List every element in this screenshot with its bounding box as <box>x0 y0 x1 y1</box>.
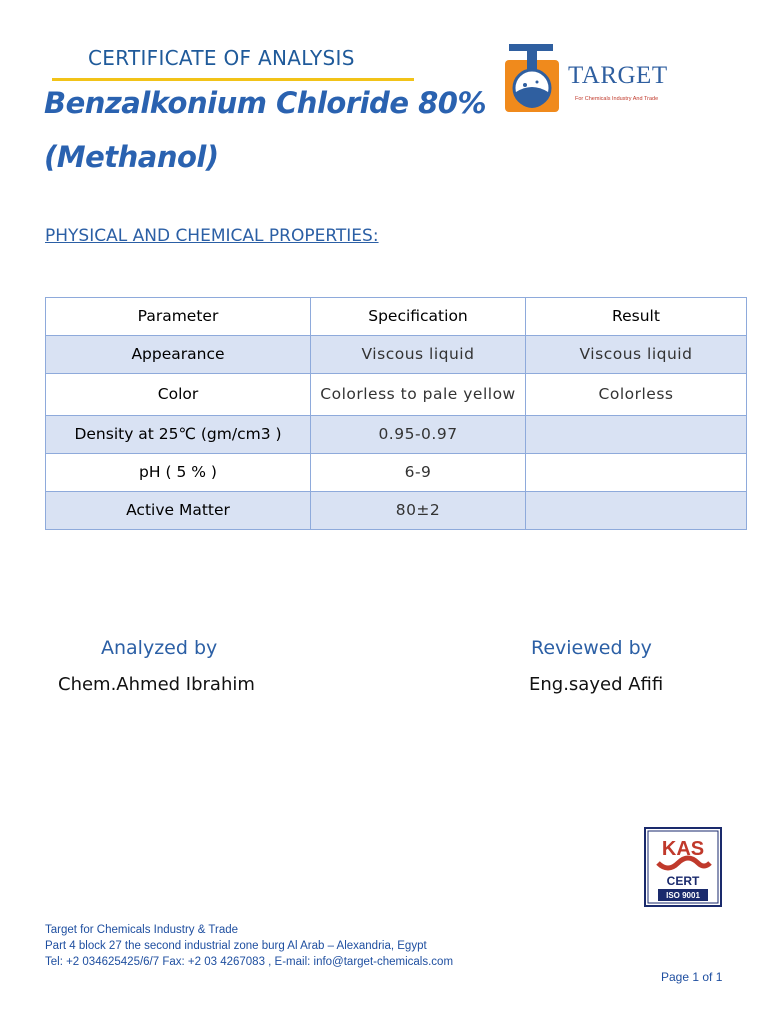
title-underline <box>52 78 414 81</box>
header-parameter: Parameter <box>46 298 311 336</box>
parameter-cell: Density at 25℃ (gm/cm3 ) <box>46 416 311 454</box>
header-result: Result <box>526 298 747 336</box>
footer <box>45 922 453 970</box>
product-name: Benzalkonium Chloride 80% <box>44 86 486 120</box>
result-cell <box>526 454 747 492</box>
specification-cell: 80±2 <box>311 492 526 530</box>
table-row <box>46 416 747 454</box>
analyzed-by-label: Analyzed by <box>101 637 218 659</box>
footer-contact: Tel: +2 034625425/6/7 Fax: +2 03 4267083 , E-mail: info@target-chemicals.com <box>45 956 454 968</box>
specification-cell: Colorless to pale yellow <box>311 374 526 416</box>
product-solvent: (Methanol) <box>44 140 219 174</box>
properties-table <box>45 297 747 530</box>
footer-address: Part 4 block 27 the second industrial zone burg Al Arab – Alexandria, Egypt <box>45 940 427 952</box>
header-specification: Specification <box>311 298 526 336</box>
table-row <box>46 374 747 416</box>
analyst-name: Chem.Ahmed Ibrahim <box>58 674 255 695</box>
parameter-cell: pH ( 5 % ) <box>46 454 311 492</box>
badge-iso-text: ISO 9001 <box>666 891 700 900</box>
specification-cell: Viscous liquid <box>311 336 526 374</box>
result-cell: Viscous liquid <box>526 336 747 374</box>
reviewed-by-label: Reviewed by <box>531 637 652 659</box>
logo-name: TARGET <box>568 62 668 89</box>
table-header-row <box>46 298 747 336</box>
specification-cell: 6-9 <box>311 454 526 492</box>
table-row <box>46 336 747 374</box>
specification-cell: 0.95-0.97 <box>311 416 526 454</box>
section-title: PHYSICAL AND CHEMICAL PROPERTIES: <box>45 226 379 246</box>
footer-company: Target for Chemicals Industry & Trade <box>45 924 239 936</box>
table-row <box>46 454 747 492</box>
result-cell <box>526 492 747 530</box>
result-cell <box>526 416 747 454</box>
result-cell: Colorless <box>526 374 747 416</box>
flask-t-icon <box>503 42 563 114</box>
logo-tagline: For Chemicals Industry And Trade <box>575 96 659 102</box>
kas-cert-iso-badge <box>644 827 722 907</box>
reviewer-name: Eng.sayed Afifi <box>529 674 664 695</box>
parameter-cell: Color <box>46 374 311 416</box>
badge-cert-text: CERT <box>666 874 700 888</box>
parameter-cell: Appearance <box>46 336 311 374</box>
parameter-cell: Active Matter <box>46 492 311 530</box>
page-number: Page 1 of 1 <box>661 970 723 984</box>
document-title: CERTIFICATE OF ANALYSIS <box>88 46 355 70</box>
badge-kas-text: KAS <box>661 838 705 860</box>
table-row <box>46 492 747 530</box>
